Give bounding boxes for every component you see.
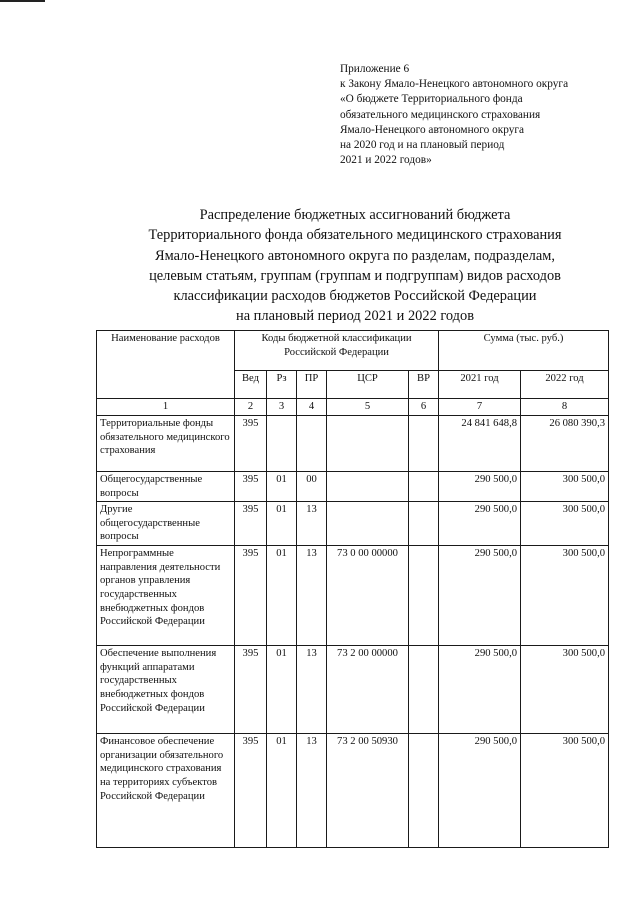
column-number: 1 bbox=[97, 399, 235, 416]
row-csr: 73 2 00 50930 bbox=[327, 734, 409, 848]
row-vr bbox=[409, 502, 439, 546]
row-csr bbox=[327, 502, 409, 546]
row-pr: 13 bbox=[297, 646, 327, 734]
title-line: на плановый период 2021 и 2022 годов bbox=[236, 308, 474, 325]
appendix-header bbox=[340, 62, 568, 168]
row-name: Финансовое обеспечение организации обязательного медицинского страхования на территориях субъектов Российской Федерации bbox=[97, 734, 235, 848]
title-line: Ямало-Ненецкого автономного округа по разделам, подразделам, bbox=[155, 247, 555, 264]
row-sum-2022: 300 500,0 bbox=[521, 646, 609, 734]
header-csr: ЦСР bbox=[327, 371, 409, 399]
appendix-line: обязательного медицинского страхования bbox=[340, 108, 541, 121]
row-csr: 73 0 00 00000 bbox=[327, 546, 409, 646]
budget-table bbox=[96, 330, 609, 848]
row-csr: 73 2 00 00000 bbox=[327, 646, 409, 734]
table-row bbox=[97, 416, 609, 472]
row-ved: 395 bbox=[235, 472, 267, 502]
row-sum-2021: 290 500,0 bbox=[439, 472, 521, 502]
column-number: 5 bbox=[327, 399, 409, 416]
column-number: 6 bbox=[409, 399, 439, 416]
column-number: 7 bbox=[439, 399, 521, 416]
appendix-line: 2021 и 2022 годов» bbox=[340, 154, 432, 167]
row-rz: 01 bbox=[267, 472, 297, 502]
appendix-line: Ямало-Ненецкого автономного округа bbox=[340, 123, 525, 136]
row-pr: 00 bbox=[297, 472, 327, 502]
header-2022: 2022 год bbox=[521, 371, 609, 399]
row-vr bbox=[409, 472, 439, 502]
row-rz: 01 bbox=[267, 546, 297, 646]
row-sum-2022: 300 500,0 bbox=[521, 502, 609, 546]
row-pr: 13 bbox=[297, 734, 327, 848]
row-sum-2022: 300 500,0 bbox=[521, 472, 609, 502]
row-pr bbox=[297, 416, 327, 472]
row-sum-2021: 290 500,0 bbox=[439, 546, 521, 646]
column-number: 2 bbox=[235, 399, 267, 416]
header-2021: 2021 год bbox=[439, 371, 521, 399]
row-vr bbox=[409, 416, 439, 472]
column-number: 8 bbox=[521, 399, 609, 416]
table-row bbox=[97, 646, 609, 734]
header-rz: Рз bbox=[267, 371, 297, 399]
header-name: Наименование расходов bbox=[97, 331, 235, 399]
row-rz: 01 bbox=[267, 502, 297, 546]
row-ved: 395 bbox=[235, 646, 267, 734]
row-ved: 395 bbox=[235, 416, 267, 472]
row-rz: 01 bbox=[267, 734, 297, 848]
row-vr bbox=[409, 734, 439, 848]
row-ved: 395 bbox=[235, 734, 267, 848]
row-name: Непрограммные направления деятельности органов управления государственных внебюджетных фондов Российской Федерации bbox=[97, 546, 235, 646]
appendix-line: к Закону Ямало-Ненецкого автономного округа bbox=[340, 78, 569, 91]
row-sum-2021: 290 500,0 bbox=[439, 502, 521, 546]
column-number-row bbox=[97, 399, 609, 416]
row-pr: 13 bbox=[297, 502, 327, 546]
appendix-line: «О бюджете Территориального фонда bbox=[340, 93, 523, 106]
column-number: 4 bbox=[297, 399, 327, 416]
row-vr bbox=[409, 646, 439, 734]
header-ved: Вед bbox=[235, 371, 267, 399]
header-vr: ВР bbox=[409, 371, 439, 399]
row-ved: 395 bbox=[235, 546, 267, 646]
table-row bbox=[97, 734, 609, 848]
row-name: Территориальные фонды обязательного медицинского страхования bbox=[97, 416, 235, 472]
appendix-line: на 2020 год и на плановый период bbox=[340, 139, 505, 152]
row-sum-2021: 24 841 648,8 bbox=[439, 416, 521, 472]
title-line: целевым статьям, группам (группам и подгруппам) видов расходов bbox=[149, 267, 561, 284]
table-row bbox=[97, 502, 609, 546]
row-name: Другие общегосударственные вопросы bbox=[97, 502, 235, 546]
table-row bbox=[97, 546, 609, 646]
title-line: Территориального фонда обязательного медицинского страхования bbox=[148, 227, 562, 244]
row-rz: 01 bbox=[267, 646, 297, 734]
header-codes: Коды бюджетной классификации Российской Федерации bbox=[235, 331, 439, 371]
row-sum-2022: 300 500,0 bbox=[521, 734, 609, 848]
title-line: Распределение бюджетных ассигнований бюджета bbox=[199, 207, 511, 223]
scan-corner-mark bbox=[0, 0, 45, 2]
table-row bbox=[97, 472, 609, 502]
row-csr bbox=[327, 472, 409, 502]
row-name: Общегосударственные вопросы bbox=[97, 472, 235, 502]
row-sum-2021: 290 500,0 bbox=[439, 646, 521, 734]
header-sum: Сумма (тыс. руб.) bbox=[439, 331, 609, 371]
row-ved: 395 bbox=[235, 502, 267, 546]
row-pr: 13 bbox=[297, 546, 327, 646]
row-rz bbox=[267, 416, 297, 472]
header-pr: ПР bbox=[297, 371, 327, 399]
row-csr bbox=[327, 416, 409, 472]
row-sum-2022: 26 080 390,3 bbox=[521, 416, 609, 472]
document-title bbox=[100, 205, 610, 327]
row-vr bbox=[409, 546, 439, 646]
row-sum-2021: 290 500,0 bbox=[439, 734, 521, 848]
row-sum-2022: 300 500,0 bbox=[521, 546, 609, 646]
appendix-line: Приложение 6 bbox=[340, 63, 410, 75]
row-name: Обеспечение выполнения функций аппаратами государственных внебюджетных фондов Российской Федерации bbox=[97, 646, 235, 734]
column-number: 3 bbox=[267, 399, 297, 416]
title-line: классификации расходов бюджетов Российской Федерации bbox=[173, 288, 537, 305]
